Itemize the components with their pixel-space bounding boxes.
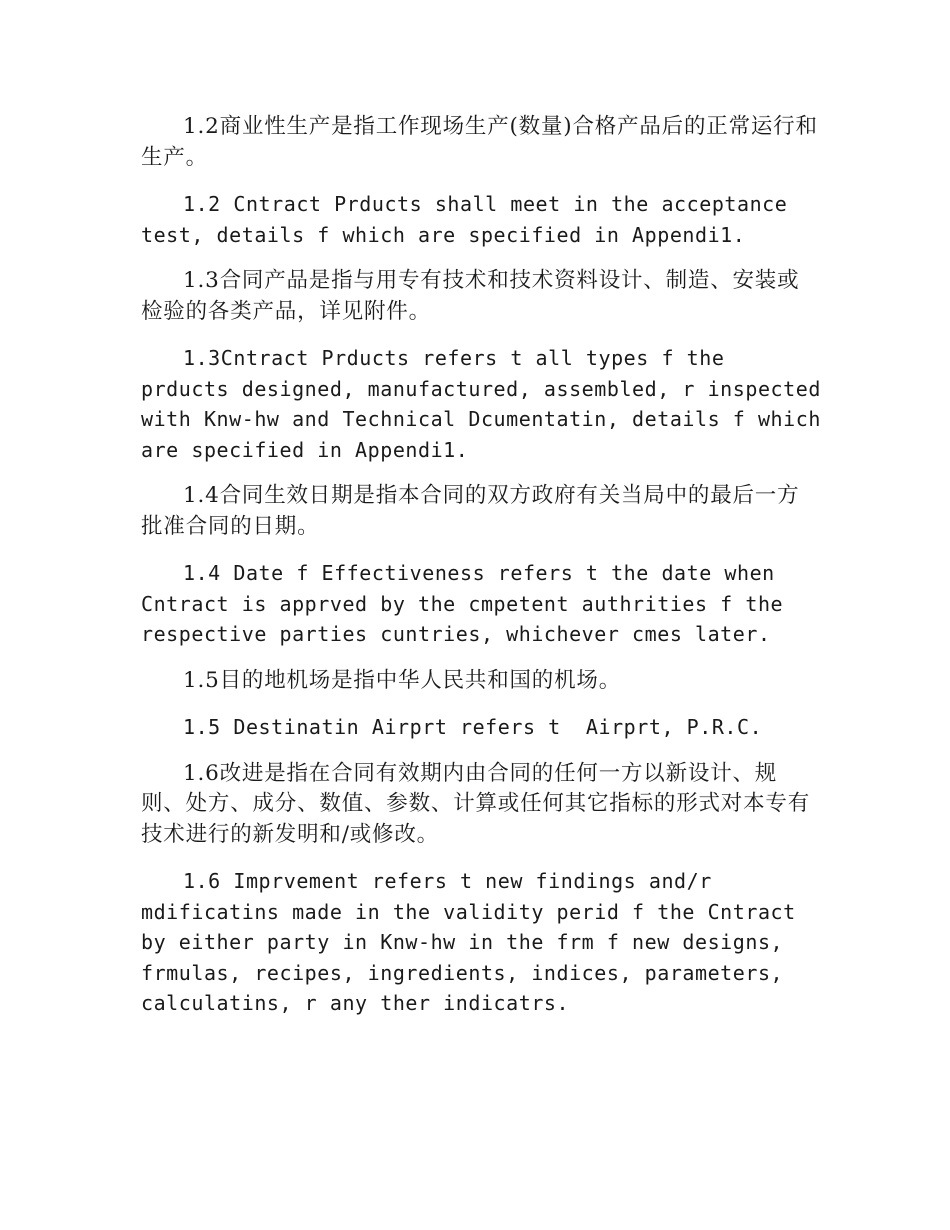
paragraph-1-6-en: 1.6 Imprvement refers t new findings and/r mdificatins made in the validity perid f the Cntract by either party in Knw-hw in the frm f new designs, frmulas, recipes, ingredients, indices, parameters, calculatins, r any ther indicatrs. (141, 869, 809, 1015)
document-page (141, 112, 834, 1035)
paragraph-1-3-en: 1.3Cntract Prducts refers t all types f the prducts designed, manufactured, assembled, r inspected with Knw-hw and Technical Dcumentatin, details f which are specified in Appendi1. (141, 346, 834, 462)
paragraph-1-6-zh: 1.6改进是指在合同有效期内由合同的任何一方以新设计、规则、处方、成分、数值、参数、计算或任何其它指标的形式对本专有技术进行的新发明和/或修改。 (141, 760, 811, 847)
paragraph-1-2-zh: 1.2商业性生产是指工作现场生产(数量)合格产品后的正常运行和生产。 (141, 114, 818, 170)
paragraph-1-3-zh: 1.3合同产品是指与用专有技术和技术资料设计、制造、安装或检验的各类产品，详见附件。 (141, 268, 800, 324)
paragraph-1-5-en: 1.5 Destinatin Airprt refers t Airprt, P.R.C. (183, 715, 763, 739)
paragraph-1-2-en: 1.2 Cntract Prducts shall meet in the acceptance test, details f which are specified in Appendi1. (141, 192, 800, 247)
paragraph-1-4-en: 1.4 Date f Effectiveness refers t the date when Cntract is apprved by the cmpetent authrities f the respective parties cuntries, whichever cmes later. (141, 561, 796, 646)
paragraph-1-5-zh: 1.5目的地机场是指中华人民共和国的机场。 (183, 667, 621, 693)
paragraph-1-4-zh: 1.4合同生效日期是指本合同的双方政府有关当局中的最后一方批准合同的日期。 (141, 483, 800, 539)
